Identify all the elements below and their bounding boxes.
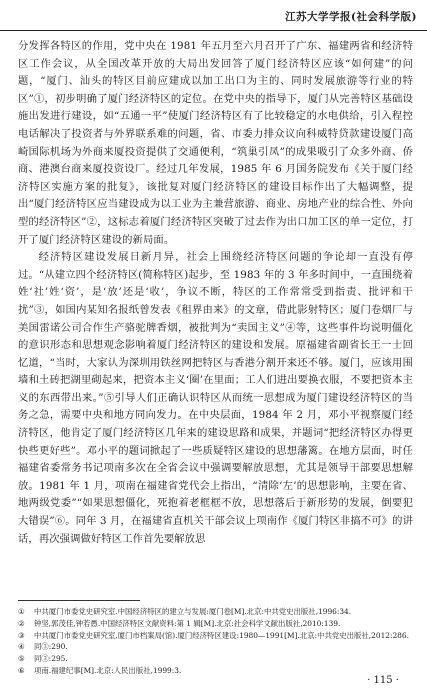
footnote-text: 中共厦门市委党史研究室.中国经济特区的建立与发展:厦门卷[M].北京:中共党史出版社,1996:34. [34, 607, 352, 616]
footnote-mark: ⑤ [18, 654, 25, 664]
footnote-separator [18, 600, 140, 601]
footnote [18, 618, 413, 630]
footnote-mark: ② [18, 618, 25, 628]
footnote [18, 630, 413, 642]
footnote-text: 同③:295. [34, 654, 68, 664]
footnote-text: 钟坚,郭茂佳,钟若愚.中国经济特区文献资料:第 1 辑[M].北京:社会科学文献出版社,2010:139. [34, 618, 341, 628]
footnote-mark: ④ [18, 642, 25, 652]
footnote [18, 606, 413, 618]
footnote-mark: ⑥ [18, 665, 25, 675]
footnote [18, 641, 413, 653]
footnote-mark: ① [18, 607, 25, 616]
footnote-text: 中共厦门市委党史研究室,厦门市档案局(馆).厦门经济特区建设:1980—1991[M].北京:中共党史出版社,2012:286. [34, 630, 409, 640]
paragraph: 经济特区建设发展日新月异，社会上围绕经济特区问题的争论却一直没有停过。“从建立四个经济特区(简称特区)起步，至 1983 年的 3 年多时间中，一直围绕着姓‘社’姓‘资’，是‘放’还是‘收’，争议不断，特区的工作常常受到指责、批评和干扰”③，如国内某知名报纸曾发表《租界由来》的文章，借此影射特区；厦门卷烟厂与美国雷诺公司合作生产骆驼牌香烟，被批判为“卖国主义”④等，这些事件均说明僵化的意识形态和思想观念影响着厦门经济特区的建设和发展。原福建省副省长王一士回忆道，“当时，大家认为深圳用铁丝网把特区与香港分割开来还不够。厦门，应该用围墙和土砖把湖里砌起来，把资本主义‘圈’在里面；工人们进出要换衣服，不要把资本主义的东西带出来。”⑤引导人们正确认识特区从而统一思想成为厦门建设经济特区的当务之急，需要中央和地方同向发力。在中央层面，1984 年 2 月，邓小平视察厦门经济特区，他肯定了厦门经济特区几年来的建设思路和成果，并题词“把经济特区办得更快些更好些”。邓小平的题词掀起了一些质疑特区建设的思想藩篱。在地方层面，时任福建省委常务书记项南多次在全省会议中强调要解放思想，尤其是领导干部要思想解放。1981 年 1 月，项南在福建省党代会上指出，“清除‘左’的思想影响，主要在省、地两级党委”“如果思想僵化，死抱着老框框不放，思想落后于新形势的发展，倒要犯大错误”⑥。同年 3 月，在福建省直机关干部会议上项南作《厦门特区非搞不可》的讲话，再次强调做好特区工作首先要解放思 [18, 251, 413, 545]
journal-title: 江苏大学学报(社会科学版) [285, 11, 417, 23]
footnote-text: 项南.福建纪事[M].北京:人民出版社,1999:3. [34, 665, 182, 675]
running-header [0, 0, 427, 31]
page-number: · 115 · [367, 675, 399, 686]
article-body [18, 38, 413, 548]
footnote [18, 653, 413, 665]
footnote-mark: ③ [18, 630, 25, 640]
footnote-text: 同③:290. [34, 642, 68, 652]
paragraph-continued: 分发挥各特区的作用，党中央在 1981 年五月至六月召开了广东、福建两省和经济特区工作会议，从全国改革开放的大局出发回答了厦门经济特区应该“如何建”的问题，“厦门、汕头的特区目前应建成以加工出口为主的、同时发展旅游等行业的特区”①，初步明确了厦门经济特区的定位。在党中央的指导下，厦门从完善特区基础设施出发进行建设，如“五通一平”使厦门经济特区有了比较稳定的水电供给，引入程控电话解决了投资者与外界联系难的问题，省、市委力排众议向科威特贷款建设厦门高崎国际机场为外商来厦投资提供了交通便利，“筑巢引凤”的成果吸引了众多外商、侨商、港澳台商来厦投资设厂。经过几年发展，1985 年 6 月国务院发布《关于厦门经济特区实施方案的批复》，该批复对厦门经济特区的建设目标作出了大幅调整，提出“厦门经济特区应当建设成为以工业为主兼营旅游、商业、房地产业的综合性、外向型的经济特区”②，这标志着厦门经济特区突破了过去作为出口加工区的单一定位，打开了厦门经济特区建设的新局面。 [18, 40, 413, 246]
footnotes [18, 606, 413, 677]
footnote [18, 665, 413, 677]
